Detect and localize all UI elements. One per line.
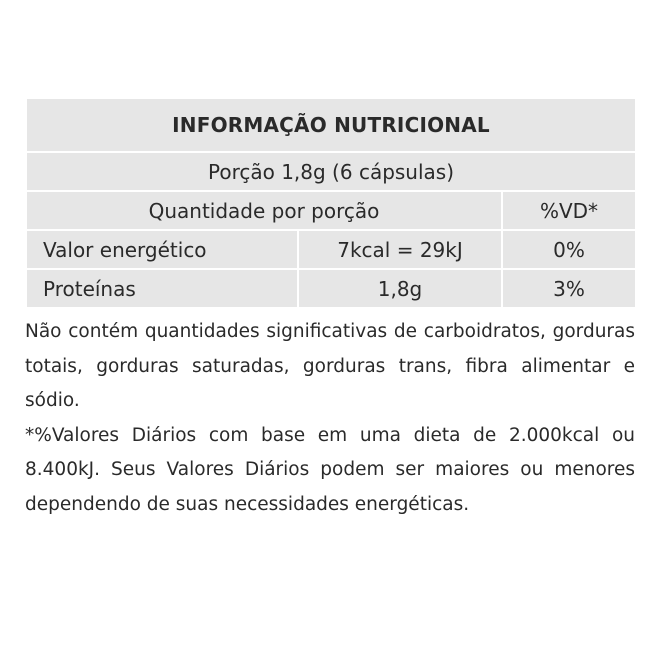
- vd-header: %VD*: [502, 191, 636, 230]
- nutrition-label: [25, 97, 635, 522]
- table-row: [26, 230, 636, 269]
- table-row: [26, 269, 636, 308]
- quantity-header: Quantidade por porção: [26, 191, 502, 230]
- footnotes: [25, 315, 635, 522]
- header-row: [26, 191, 636, 230]
- portion-size: Porção 1,8g (6 cápsulas): [26, 152, 636, 191]
- title-row: [26, 98, 636, 152]
- nutrient-vd: 3%: [502, 269, 636, 308]
- nutrient-amount: 1,8g: [298, 269, 502, 308]
- nutrient-amount: 7kcal = 29kJ: [298, 230, 502, 269]
- daily-values-note: *%Valores Diários com base em uma dieta de 2.000kcal ou 8.400kJ. Seus Valores Diários podem ser maiores ou menores dependendo de suas necessidades energéticas.: [25, 424, 635, 515]
- not-significant-note: Não contém quantidades significativas de carboidratos, gorduras totais, gorduras saturadas, gorduras trans, fibra alimentar e sódio.: [25, 321, 635, 411]
- nutrient-name: Proteínas: [26, 269, 298, 308]
- portion-row: [26, 152, 636, 191]
- nutrition-title: INFORMAÇÃO NUTRICIONAL: [26, 98, 636, 152]
- nutrition-table: [25, 97, 637, 309]
- nutrient-vd: 0%: [502, 230, 636, 269]
- nutrient-name: Valor energético: [26, 230, 298, 269]
